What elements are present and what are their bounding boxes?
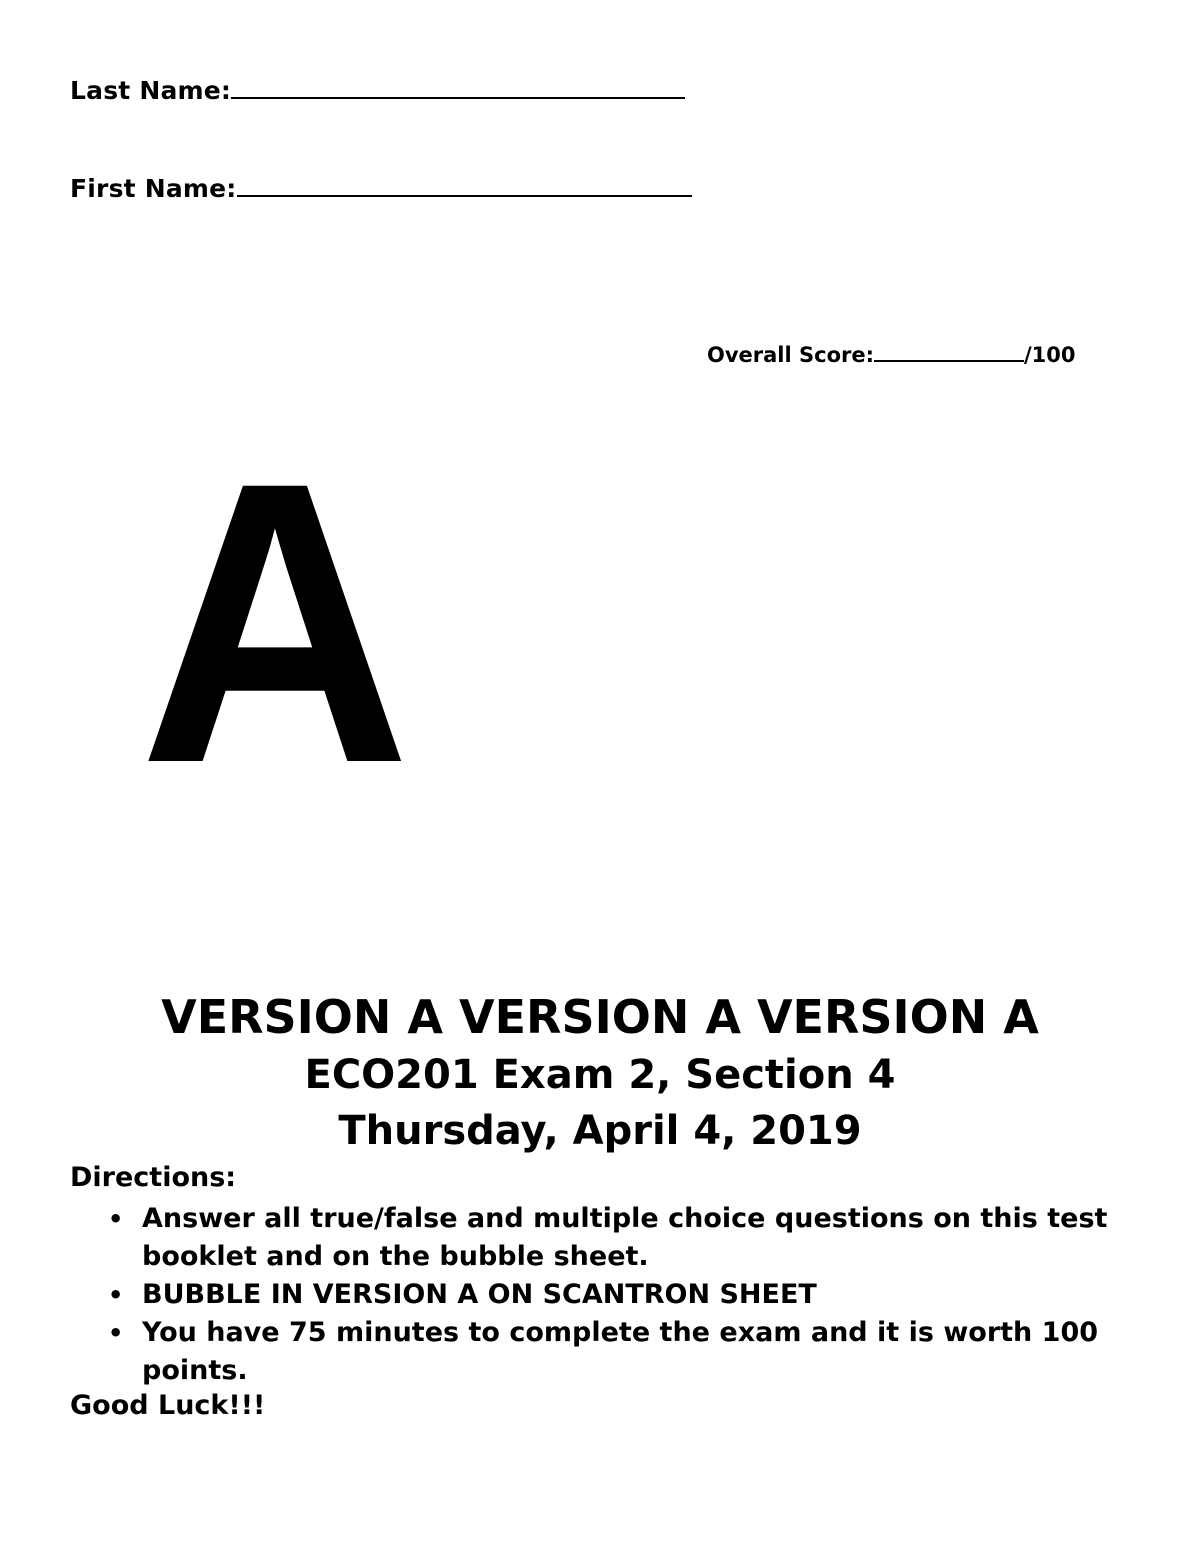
directions-item <box>70 1200 1130 1276</box>
directions-item-text: BUBBLE IN VERSION A ON SCANTRON SHEET <box>142 1279 817 1310</box>
directions-item-text: Answer all true/false and multiple choice questions on this test booklet and on the bubble sheet. <box>142 1203 1108 1272</box>
version-banner: VERSION A VERSION A VERSION A <box>161 990 1039 1044</box>
exam-date: Thursday, April 4, 2019 <box>338 1108 862 1154</box>
directions-heading: Directions: <box>70 1162 237 1193</box>
good-luck-closing: Good Luck!!! <box>70 1390 266 1421</box>
directions-list <box>70 1200 1130 1390</box>
overall-score-total: /100 <box>1024 343 1076 367</box>
overall-score-label: Overall Score: <box>707 343 875 367</box>
bullet-icon: • <box>108 1319 124 1347</box>
bullet-icon: • <box>108 1205 124 1233</box>
directions-item <box>70 1314 1130 1390</box>
directions-item-text: You have 75 minutes to complete the exam and it is worth 100 points. <box>142 1317 1099 1386</box>
last-name-label: Last Name: <box>70 76 232 105</box>
exam-course-title: ECO201 Exam 2, Section 4 <box>304 1052 896 1098</box>
first-name-label: First Name: <box>70 174 237 203</box>
version-letter: A <box>139 399 411 800</box>
directions-item <box>70 1276 1130 1314</box>
bullet-icon: • <box>108 1281 124 1309</box>
